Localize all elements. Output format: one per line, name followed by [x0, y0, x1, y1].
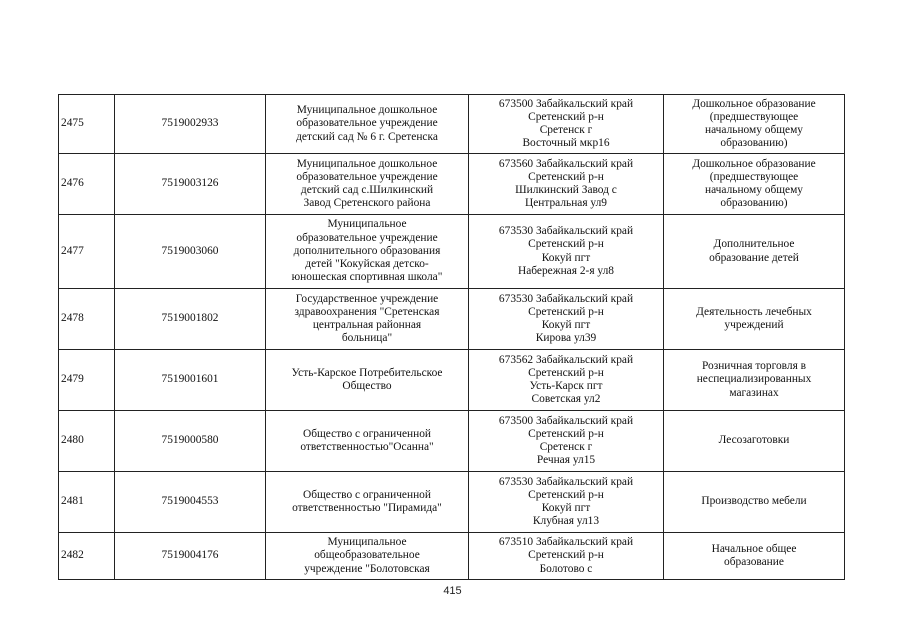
row-number-cell: 2479: [59, 350, 115, 411]
activity-cell: [664, 411, 845, 472]
organization-name-cell: [266, 472, 469, 533]
organization-name-cell-line: ответственностью"Осанна": [300, 441, 434, 453]
organization-name-cell-line: здравоохранения "Сретенская: [294, 305, 440, 318]
address-cell-line: Кокуй пгт: [541, 502, 591, 514]
activity-cell: [664, 472, 845, 533]
activity-cell-line: неспециализированных: [696, 373, 812, 386]
organization-name-cell-line: образовательное учреждение: [296, 170, 438, 183]
organization-name-cell-line: детский сад с.Шилкинский: [300, 184, 434, 196]
address-cell-line: Кирова ул39: [535, 332, 597, 345]
inn-cell: 7519001601: [115, 350, 266, 411]
activity-cell: [664, 154, 845, 215]
organization-name-cell-line: Завод Сретенского района: [303, 197, 431, 210]
address-cell-line: Советская ул2: [531, 393, 601, 406]
organization-name-cell: [266, 215, 469, 289]
address-cell-line: Сретенск г: [539, 441, 593, 453]
table-row: [59, 215, 845, 289]
page-number: 415: [443, 585, 462, 597]
row-number-cell: 2477: [59, 215, 115, 289]
activity-cell-line: Производство мебели: [701, 495, 807, 508]
table-row: [59, 472, 845, 533]
organization-name-cell-line: Общество с ограниченной: [302, 488, 431, 501]
address-cell: [469, 472, 664, 533]
address-cell-line: Восточный мкр16: [522, 137, 610, 150]
inn-cell: 7519004176: [115, 533, 266, 580]
address-cell-line: Сретенский р-н: [528, 238, 604, 251]
address-cell-line: 673562 Забайкальский край: [498, 353, 634, 366]
address-cell-line: Набережная 2-я ул8: [517, 264, 614, 277]
address-cell-line: 673560 Забайкальский край: [498, 157, 634, 170]
address-cell-line: Сретенский р-н: [528, 427, 604, 440]
organization-name-cell-line: дополнительного образования: [293, 244, 441, 257]
organization-name-cell-line: юношеская спортивная школа": [291, 271, 443, 284]
address-cell-line: Сретенский р-н: [528, 305, 604, 318]
activity-cell-line: образование детей: [709, 251, 799, 264]
organization-name-cell-line: центральная районная: [312, 319, 422, 331]
activity-cell-line: образование: [724, 556, 784, 568]
activity-cell-line: начальному общему: [704, 124, 803, 136]
activity-cell-line: учреждений: [724, 319, 784, 331]
address-cell-line: Сретенский р-н: [528, 110, 604, 123]
address-cell-line: 673530 Забайкальский край: [498, 475, 634, 488]
address-cell: [469, 215, 664, 289]
organization-name-cell-line: образовательное учреждение: [296, 231, 438, 244]
address-cell: [469, 95, 664, 154]
organization-name-cell: [266, 350, 469, 411]
organization-name-cell-line: Усть-Карское Потребительское: [291, 366, 443, 379]
address-cell-line: Сретенский р-н: [528, 170, 604, 183]
activity-cell-line: Начальное общее: [711, 542, 797, 555]
organization-name-cell-line: Муниципальное дошкольное: [296, 157, 438, 170]
row-number-cell: 2482: [59, 533, 115, 580]
row-number-cell: 2481: [59, 472, 115, 533]
address-cell-line: Шилкинский Завод с: [515, 184, 617, 196]
row-number-cell: 2475: [59, 95, 115, 154]
row-number-cell: 2478: [59, 289, 115, 350]
address-cell-line: Болотово с: [539, 562, 593, 575]
activity-cell-line: образованию): [720, 197, 788, 210]
inn-cell: 7519001802: [115, 289, 266, 350]
address-cell-line: Сретенский р-н: [528, 366, 604, 379]
inn-cell: 7519003126: [115, 154, 266, 215]
address-cell-line: 673510 Забайкальский край: [498, 536, 634, 549]
address-cell: [469, 289, 664, 350]
address-cell-line: Сретенск г: [539, 124, 593, 136]
activity-cell-line: Розничная торговля в: [701, 360, 807, 373]
inn-cell: 7519004553: [115, 472, 266, 533]
activity-cell: [664, 350, 845, 411]
address-cell-line: 673530 Забайкальский край: [498, 292, 634, 305]
address-cell-line: 673530 Забайкальский край: [498, 225, 634, 238]
organization-name-cell: [266, 411, 469, 472]
activity-cell: [664, 289, 845, 350]
table-row: [59, 154, 845, 215]
address-cell-line: Сретенский р-н: [528, 488, 604, 501]
row-number-cell: 2476: [59, 154, 115, 215]
address-cell: [469, 154, 664, 215]
address-cell-line: Усть-Карск пгт: [529, 380, 603, 392]
address-cell-line: 673500 Забайкальский край: [498, 414, 634, 427]
organization-name-cell-line: учреждение "Болотовская: [304, 562, 430, 575]
address-cell: [469, 350, 664, 411]
activity-cell: [664, 533, 845, 580]
organization-name-cell-line: больница": [341, 332, 393, 345]
organization-name-cell-line: Муниципальное: [327, 536, 407, 549]
table-row: [59, 533, 845, 580]
inn-cell: 7519000580: [115, 411, 266, 472]
organization-name-cell-line: Муниципальное: [327, 218, 407, 231]
organization-name-cell-line: детский сад № 6 г. Сретенска: [296, 130, 438, 143]
address-cell-line: Кокуй пгт: [541, 319, 591, 331]
address-cell-line: Сретенский р-н: [528, 549, 604, 562]
organization-name-cell-line: Общество с ограниченной: [303, 427, 431, 440]
activity-cell: [664, 215, 845, 289]
activity-cell-line: Лесозаготовки: [718, 434, 790, 447]
organization-name-cell: [266, 533, 469, 580]
activity-cell-line: (предшествующее: [709, 170, 799, 183]
organization-name-cell-line: Общество: [342, 380, 392, 392]
organizations-table: [58, 94, 845, 580]
activity-cell-line: Дополнительное: [713, 238, 795, 251]
organization-name-cell: [266, 289, 469, 350]
activity-cell-line: (предшествующее: [709, 110, 799, 123]
table-row: [59, 95, 845, 154]
activity-cell-line: образованию): [720, 137, 788, 150]
table-row: [59, 350, 845, 411]
organization-name-cell-line: ответственностью "Пирамида": [292, 502, 442, 514]
activity-cell-line: начальному общему: [704, 184, 803, 196]
organization-name-cell-line: образовательное учреждение: [296, 117, 438, 130]
table-row: [59, 289, 845, 350]
inn-cell: 7519003060: [115, 215, 266, 289]
address-cell-line: Центральная ул9: [524, 197, 608, 210]
inn-cell: 7519002933: [115, 95, 266, 154]
organization-name-cell-line: Государственное учреждение: [295, 292, 439, 305]
row-number-cell: 2480: [59, 411, 115, 472]
table-row: [59, 411, 845, 472]
activity-cell-line: Деятельность лечебных: [696, 305, 812, 318]
activity-cell: [664, 95, 845, 154]
organization-name-cell: [266, 154, 469, 215]
activity-cell-line: Дошкольное образование: [692, 157, 816, 170]
organization-name-cell-line: Муниципальное дошкольное: [296, 104, 438, 117]
activity-cell-line: Дошкольное образование: [692, 97, 816, 110]
address-cell: [469, 411, 664, 472]
organization-name-cell-line: детей "Кокуйская детско-: [305, 258, 429, 271]
address-cell-line: Кокуй пгт: [541, 251, 591, 264]
organization-name-cell-line: общеобразовательное: [314, 549, 420, 562]
address-cell-line: Речная ул15: [536, 454, 596, 467]
activity-cell-line: магазинах: [729, 386, 779, 399]
address-cell-line: Клубная ул13: [532, 515, 600, 528]
organization-name-cell: [266, 95, 469, 154]
address-cell: [469, 533, 664, 580]
address-cell-line: 673500 Забайкальский край: [498, 97, 634, 110]
